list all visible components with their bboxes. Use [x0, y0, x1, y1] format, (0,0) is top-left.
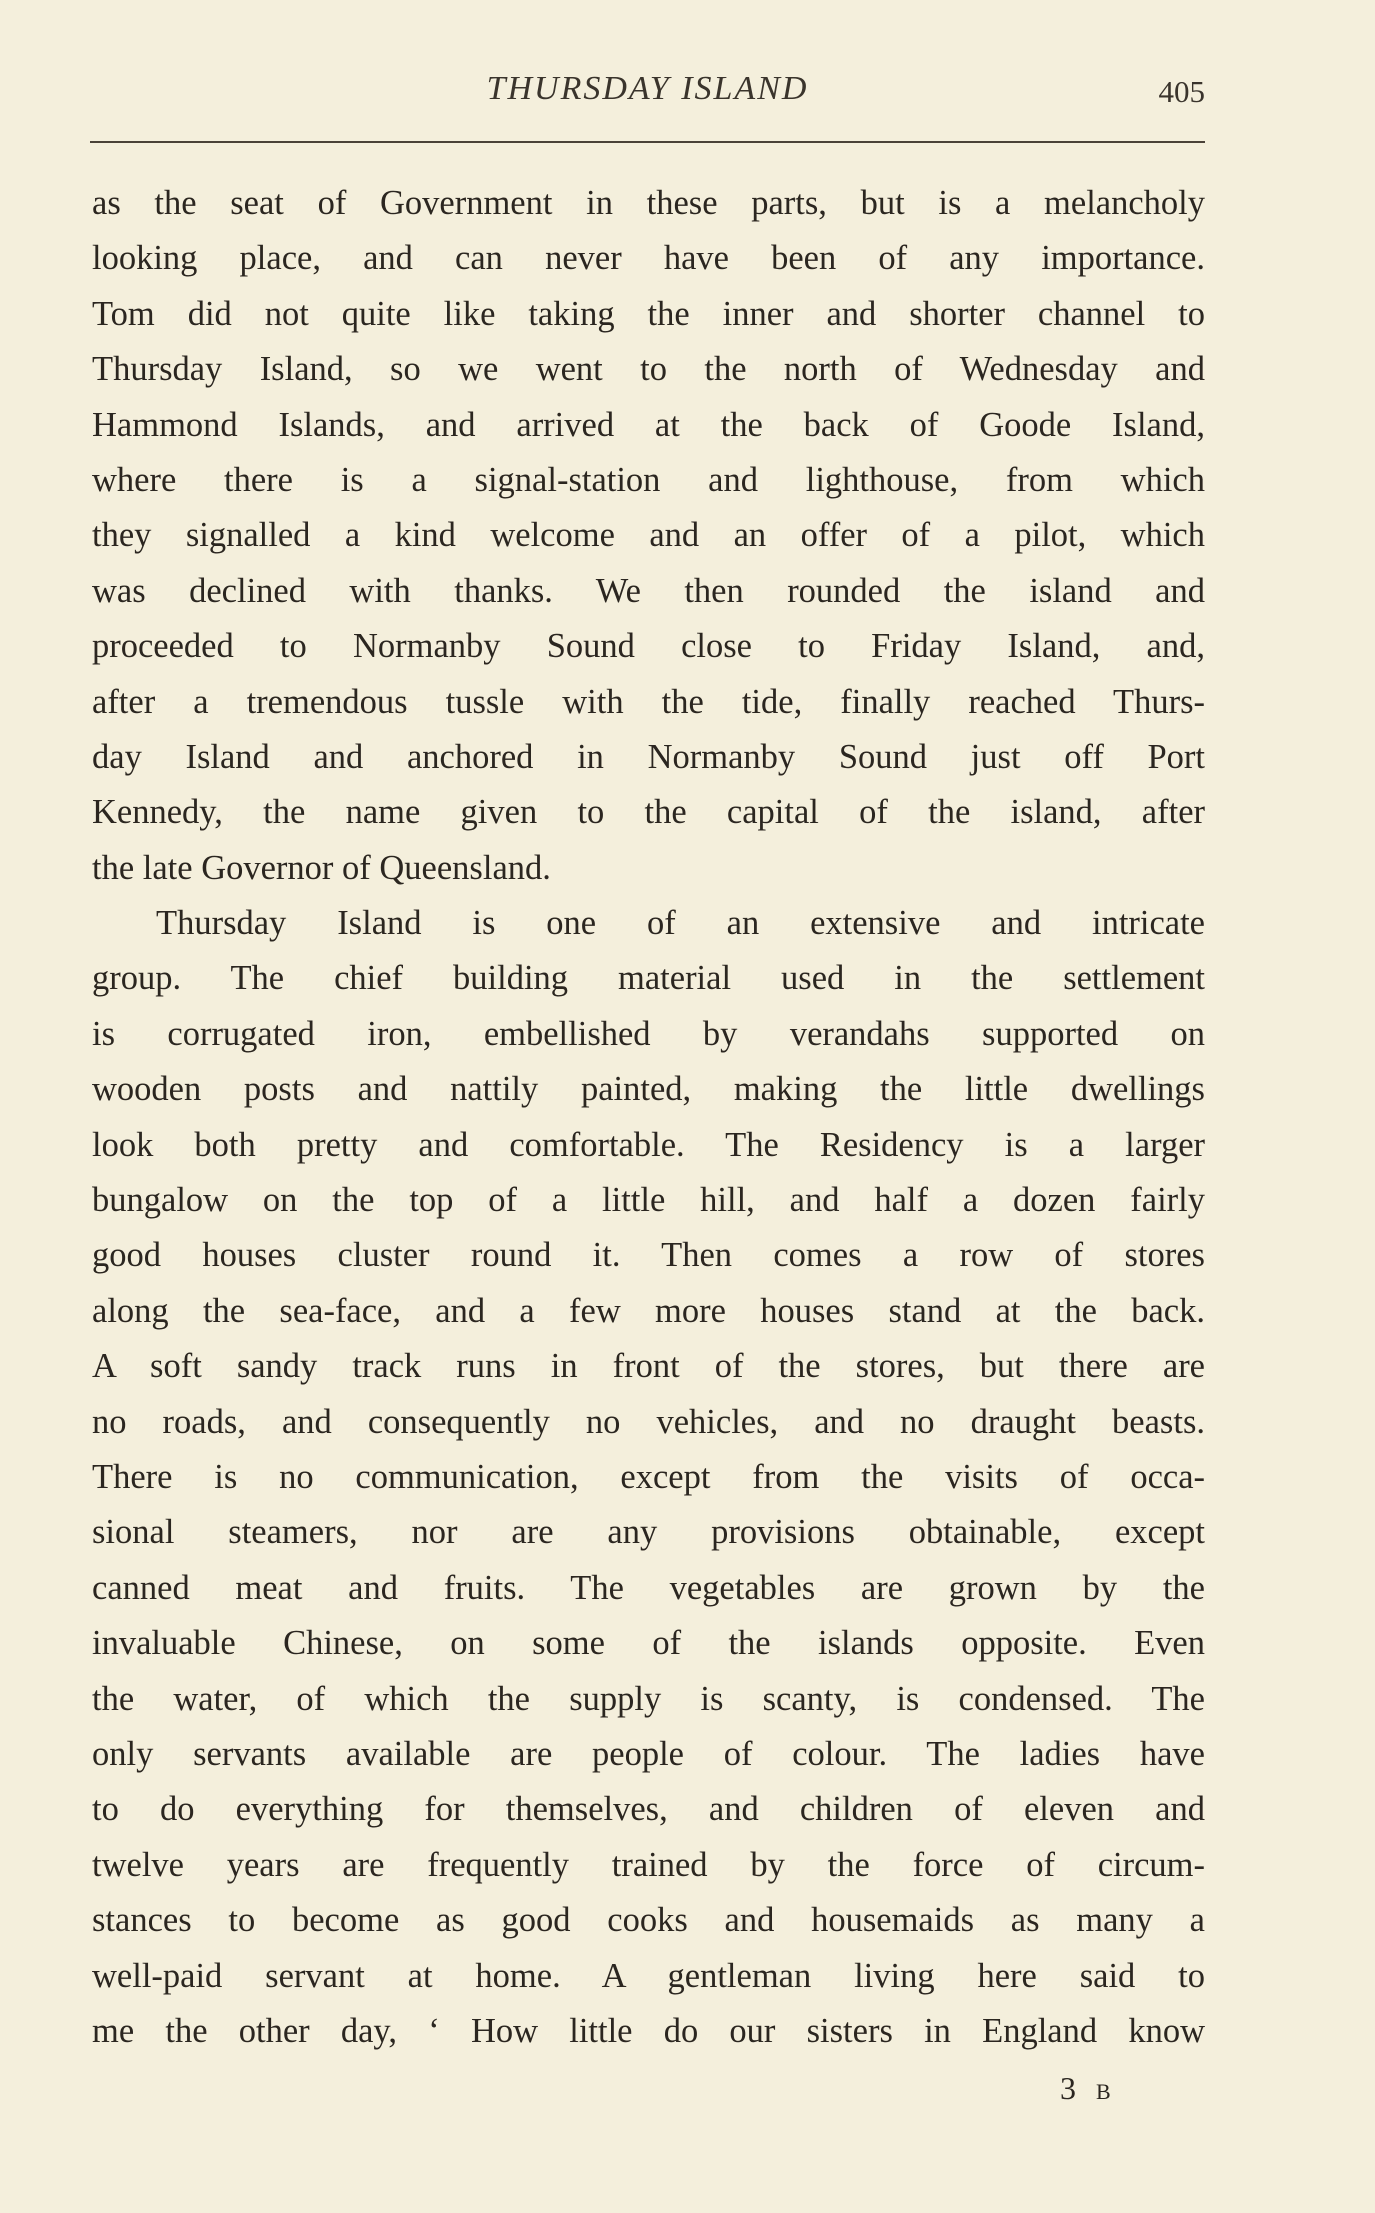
body-text: [92, 176, 1205, 2059]
text-line: to do everything for themselves, and children of eleven and: [92, 1790, 1205, 1829]
text-line: sional steamers, nor are any provisions obtainable, except: [92, 1513, 1205, 1552]
text-line: stances to become as good cooks and housemaids as many a: [92, 1901, 1205, 1940]
text-line: me the other day, ‘ How little do our sisters in England know: [92, 2011, 1205, 2050]
text-line: Thursday Island, so we went to the north of Wednesday and: [92, 350, 1205, 389]
text-line: wooden posts and nattily painted, making the little dwellings: [92, 1070, 1205, 1109]
text-line: There is no communication, except from the visits of occa-: [92, 1457, 1205, 1496]
text-line: as the seat of Government in these parts, but is a melancholy: [92, 184, 1205, 222]
text-line: where there is a signal-station and lighthouse, from which: [92, 460, 1205, 499]
text-line: Hammond Islands, and arrived at the back of Goode Island,: [92, 405, 1205, 444]
signature-letter: B: [1096, 2079, 1117, 2104]
text-line: group. The chief building material used in the settlement: [92, 959, 1205, 998]
text-line: bungalow on the top of a little hill, and half a dozen fairly: [92, 1181, 1205, 1220]
text-line: well-paid servant at home. A gentleman living here said to: [92, 1956, 1205, 1995]
header-rule: [90, 141, 1205, 143]
text-line: day Island and anchored in Normanby Sound just off Port: [92, 737, 1205, 776]
text-line: along the sea-face, and a few more houses stand at the back.: [92, 1291, 1205, 1330]
text-line: was declined with thanks. We then rounded the island and: [92, 571, 1205, 610]
text-line: Kennedy, the name given to the capital of the island, after: [92, 793, 1205, 832]
text-line: looking place, and can never have been of any importance.: [92, 239, 1205, 278]
text-line: invaluable Chinese, on some of the islands opposite. Even: [92, 1624, 1205, 1663]
text-line: after a tremendous tussle with the tide, finally reached Thurs-: [92, 682, 1205, 721]
text-line: they signalled a kind welcome and an offer of a pilot, which: [92, 516, 1205, 555]
text-line: good houses cluster round it. Then comes a row of stores: [92, 1236, 1205, 1275]
signature-number: 3: [1060, 2070, 1082, 2106]
signature-mark: [1060, 2070, 1117, 2107]
text-line: twelve years are frequently trained by the force of circum-: [92, 1845, 1205, 1884]
paragraph-start-line: Thursday Island is one of an extensive and intricate: [156, 904, 1205, 943]
text-line: canned meat and fruits. The vegetables are grown by the: [92, 1568, 1205, 1607]
text-line: proceeded to Normanby Sound close to Friday Island, and,: [92, 627, 1205, 666]
text-line: Tom did not quite like taking the inner and shorter channel to: [92, 294, 1205, 333]
page-number: 405: [1158, 74, 1205, 109]
paragraph-end-line: the late Governor of Queensland.: [92, 848, 551, 887]
text-line: is corrugated iron, embellished by verandahs supported on: [92, 1014, 1205, 1053]
running-title: THURSDAY ISLAND: [486, 70, 809, 107]
text-line: look both pretty and comfortable. The Residency is a larger: [92, 1125, 1205, 1164]
text-line: the water, of which the supply is scanty, is condensed. The: [92, 1679, 1205, 1718]
text-line: A soft sandy track runs in front of the stores, but there are: [92, 1347, 1205, 1386]
text-line: no roads, and consequently no vehicles, and no draught beasts.: [92, 1402, 1205, 1441]
text-line: only servants available are people of colour. The ladies have: [92, 1734, 1205, 1773]
running-head: [90, 70, 1205, 120]
